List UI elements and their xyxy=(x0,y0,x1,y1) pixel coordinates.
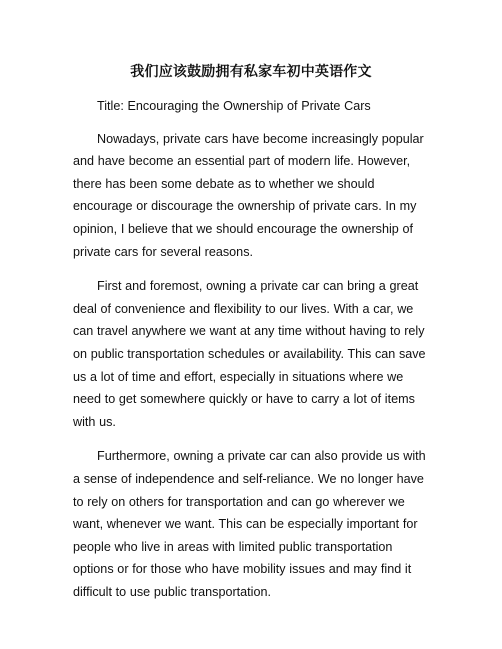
paragraph-1: Nowadays, private cars have become increasingly popular and have become an essential part of modern life. However, there has been some debate as to whether we should encourage or discourage the ownership of private cars. In my opinion, I believe that we should encourage the ownership of private cars for several reasons. xyxy=(73,131,424,259)
document-body xyxy=(73,95,433,615)
essay-title: Title: Encouraging the Ownership of Private Cars xyxy=(97,99,371,113)
document-heading: 我们应该鼓励拥有私家车初中英语作文 xyxy=(130,64,372,80)
paragraph-2: First and foremost, owning a private car can bring a great deal of convenience and flexibility to our lives. With a car, we can travel anywhere we want at any time without having to rely on public transportation schedules or availability. This can save us a lot of time and effort, especially in situations where we need to get somewhere quickly or have to carry a lot of items with us. xyxy=(73,279,426,429)
paragraph-3: Furthermore, owning a private car can also provide us with a sense of independence and self-reliance. We no longer have to rely on others for transportation and can go wherever we want, whenever we want. This can be especially important for people who live in areas with limited public transportation options or for those who have mobility issues and may find it difficult to use public transportation. xyxy=(73,449,426,599)
